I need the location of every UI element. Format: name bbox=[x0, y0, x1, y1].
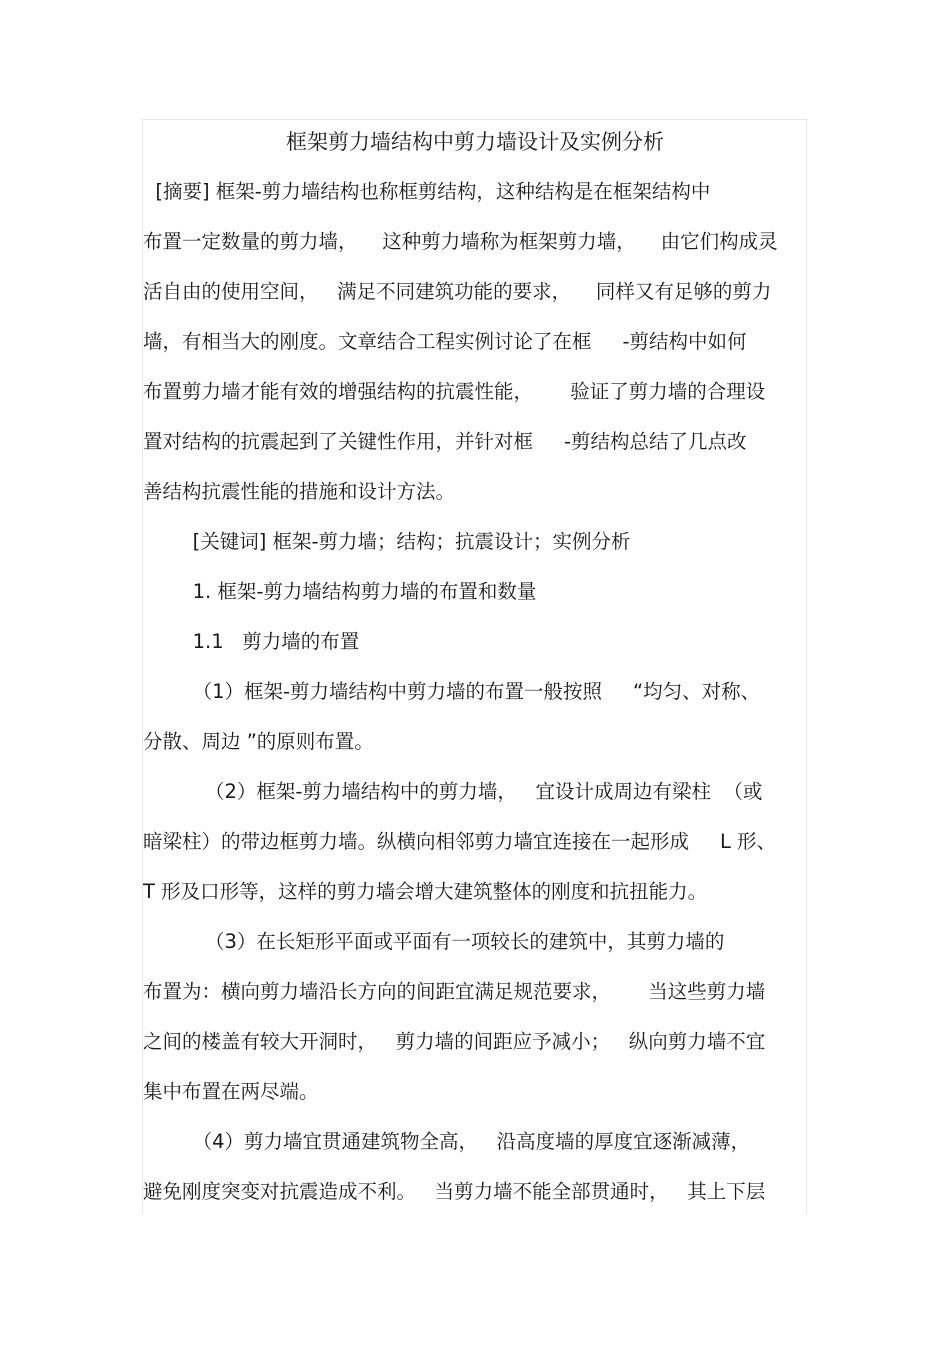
text-line: 避免刚度突变对抗震造成不利。 当剪力墙不能全部贯通时， 其上下层 bbox=[143, 1180, 766, 1203]
text-line: （1）框架-剪力墙结构中剪力墙的布置一般按照 “均匀、对称、 bbox=[143, 680, 761, 703]
text-line: （2）框架-剪力墙结构中的剪力墙， 宜设计成周边有梁柱 （或 bbox=[143, 780, 763, 803]
text-line: 善结构抗震性能的措施和设计方法。 bbox=[143, 480, 456, 503]
text-line: 墙，有相当大的刚度。文章结合工程实例讨论了在框 -剪结构中如何 bbox=[143, 330, 747, 353]
text-line: 布置一定数量的剪力墙， 这种剪力墙称为框架剪力墙， 由它们构成灵 bbox=[143, 230, 778, 253]
subsection-heading: 1.1 剪力墙的布置 bbox=[143, 630, 360, 653]
text-line: （3）在长矩形平面或平面有一项较长的建筑中，其剪力墙的 bbox=[143, 930, 725, 953]
text-line: 布置为：横向剪力墙沿长方向的间距宜满足规范要求， 当这些剪力墙 bbox=[143, 980, 766, 1003]
text-line: （4）剪力墙宜贯通建筑物全高， 沿高度墙的厚度宜逐渐减薄， bbox=[143, 1130, 751, 1153]
text-line: 暗梁柱）的带边框剪力墙。纵横向相邻剪力墙宜连接在一起形成 L 形、 bbox=[143, 830, 777, 853]
text-line: 布置剪力墙才能有效的增强结构的抗震性能， 验证了剪力墙的合理设 bbox=[143, 380, 766, 403]
text-line: 活自由的使用空间， 满足不同建筑功能的要求， 同样又有足够的剪力 bbox=[143, 280, 772, 303]
keywords-line: [关键词] 框架-剪力墙；结构；抗震设计；实例分析 bbox=[143, 530, 631, 553]
text-line: 分散、周边 ”的原则布置。 bbox=[143, 730, 374, 753]
text-line: T 形及口形等，这样的剪力墙会增大建筑整体的刚度和抗扭能力。 bbox=[143, 880, 708, 903]
document-title: 框架剪力墙结构中剪力墙设计及实例分析 bbox=[286, 130, 664, 154]
section-heading: 1. 框架-剪力墙结构剪力墙的布置和数量 bbox=[143, 580, 537, 603]
text-line: 置对结构的抗震起到了关键性作用，并针对框 -剪结构总结了几点改 bbox=[143, 430, 747, 453]
text-line: 之间的楼盖有较大开洞时， 剪力墙的间距应予减小； 纵向剪力墙不宜 bbox=[143, 1030, 766, 1053]
text-line: [摘要] 框架-剪力墙结构也称框剪结构，这种结构是在框架结构中 bbox=[143, 180, 711, 203]
text-line: 集中布置在两尽端。 bbox=[143, 1080, 319, 1103]
